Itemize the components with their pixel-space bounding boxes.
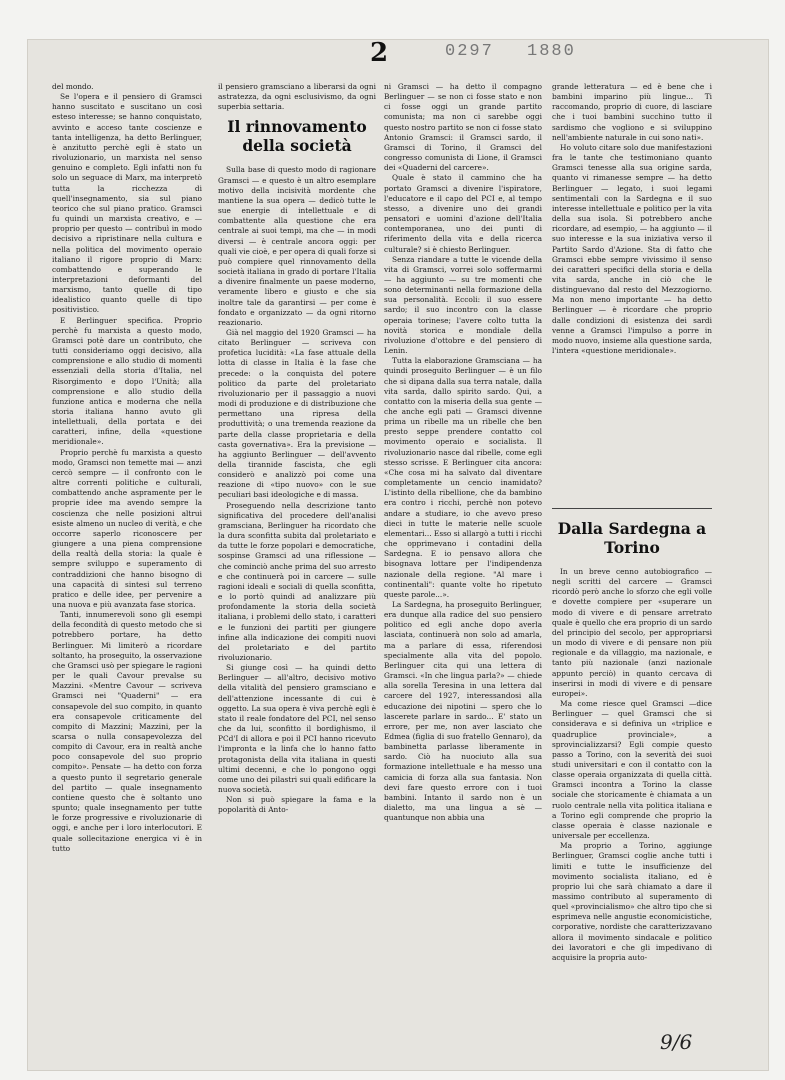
article-column-2 bbox=[218, 82, 376, 982]
paragraph: Se l'opera e il pensiero di Gramsci hanno suscitato e suscitano un così esteso interesse; se hanno conquistato, avvinto e acceso tante coscienze e tanta intelligenza, ha detto Berlinguer, è anzitutto perchè egli è stato un rivoluzionario, un marxista nel senso genuino e completo. Egli infatti non fu solo un seguace di Marx, ma interpretò tutta la ricchezza di quell'insegnamento, sia sul piano teorico che sul piano pratico. Gramsci fu quindi un marxista creativo, e — proprio per questo — contribuì in modo decisivo a ripristinare nella cultura e nella politica del movimento operaio italiano il rigore proprio di Marx: combattendo e superando le interpretazioni deformanti del marxismo, tanto quelle di tipo idealistico quanto quelle di tipo positivistico. bbox=[52, 92, 202, 315]
paragraph: Già nel maggio del 1920 Gramsci — ha citato Berlinguer — scriveva con profetica lucidità: «La fase attuale della lotta di classe in Italia è la fase che precede: o la conquista del potere politico da parte del proletariato rivoluzionario per il passaggio a nuovi modi di produzione e di distribuzione che permettano una ripresa della produttività; o una tremenda reazione da parte della classe proprietaria e della casta governativa». Era la previsione — ha aggiunto Berlinguer — dell'avvento della tirannide fascista, che egli considerò e analizzò poi come una reazione di «tipo nuovo» con le sue peculiari basi ideologiche e di massa. bbox=[218, 327, 376, 500]
paragraph: Tutta la elaborazione Gramsciana — ha quindi proseguito Berlinguer — è un filo che si dipana dalla sua terra natale, dalla vita sarda, dallo spirito sardo. Qui, a contatto con la miseria della sua gente — che anche egli pati — Gramsci divenne prima un ribelle ma un ribelle che ben presto seppe prendere contatto col movimento operaio e socialista. Il rivoluzionario nasce dal ribelle, come egli stesso scrisse. E Berlinguer cita ancora: «Che cosa mi ha salvato dal diventare completamente un cencio inamidato? L'istinto della ribellione, che da bambino era contro i ricchi, perchè non potevo andare a studiare, io che avevo preso dieci in tutte le materie nelle scuole elementari... Esso si allargò a tutti i ricchi che opprimevano i contadini della Sardegna. E io pensavo allora che bisognava lottare per l'indipendenza nazionale della regione. "Al mare i continentali": quante volte ho ripetuto queste parole...». bbox=[384, 356, 542, 599]
paragraph: Ma come riesce quel Gramsci —dice Berlinguer — quel Gramsci che si considerava e si definiva un «triplice e quadruplice provinciale», a sprovincializzarsi? Egli compie questo passo a Torino, con la severità dei suoi studi universitari e con il contatto con la classe operaia organizzata di quella città. Gramsci incontra a Torino la classe sociale che storicamente è chiamata a un ruolo centrale nella vita politica italiana e a Torino egli comprende che proprio la classe operaia è classe nazionale e universale per eccellenza. bbox=[552, 699, 712, 841]
paragraph: il pensiero gramsciano a liberarsi da ogni astratezza, da ogni esclusivismo, da ogni superbia settaria. bbox=[218, 82, 376, 112]
paragraph: Proseguendo nella descrizione tanto significativa del procedere dell'analisi gramsciana, Berlinguer ha ricordato che la dura sconfitta subita dal proletariato e da tutte le forze popolari e democratiche, sospinse Gramsci ad una riflessione — che cominciò anche prima del suo arresto e che continuerà poi in carcere — sulle ragioni ideali e sociali di quella sconfitta, e lo portò quindi ad analizzare più profondamente la storia della società italiana, i problemi dello stato, i caratteri e le funzioni dei partiti per giungere infine alla indicazione dei compiti nuovi del proletariato e del partito rivoluzionario. bbox=[218, 500, 376, 662]
paragraph: grande letteratura — ed è bene che i bambini imparino più lingue... Ti raccomando, proprio di cuore, di lasciare che i tuoi bambini succhino tutto il sardismo che vogliono e si sviluppino nell'ambiente naturale in cui sono nati». bbox=[552, 82, 712, 142]
paragraph: ni Gramsci — ha detto il compagno Berlinguer — se non ci fosse stato e non ci fosse oggi un grande partito comunista; ma non ci sarebbe oggi questo nostro partito se non ci fosse stato Antonio Gramsci: il Gramsci sardo, il Gramsci di Torino, il Gramsci del congresso comunista di Lione, il Gramsci dei «Quaderni del carcere». bbox=[384, 82, 542, 173]
paragraph: Ma proprio a Torino, aggiunge Berlinguer, Gramsci coglie anche tutti i limiti e tutte le insufficienze del movimento socialista italiano, ed è proprio lui che sarà chiamato a dare il massimo contributo al superamento di quel «provincialismo» che altro tipo che si esprimeva nelle angustie economicistiche, corporative, nordiste che caratterizzavano allora il movimento sindacale e politico dei lavoratori e che gli impedivano di acquisire la propria auto- bbox=[552, 841, 712, 962]
handwritten-initials: 9/6 bbox=[660, 1030, 693, 1054]
article-column-1 bbox=[52, 82, 202, 1042]
article-column-4 bbox=[552, 82, 712, 1042]
paragraph: Senza riandare a tutte le vicende della vita di Gramsci, vorrei solo soffermarmi — ha aggiunto — su tre momenti che sono determinanti nella formazione della sua personalità. Eccoli: il suo essere sardo; il suo incontro con la classe operaia torinese; l'avere colto tutta la novità storica e mondiale della rivoluzione d'ottobre e del pensiero di Lenin. bbox=[384, 254, 542, 356]
section-divider bbox=[552, 508, 712, 509]
paragraph: del mondo. bbox=[52, 82, 94, 91]
paragraph: La Sardegna, ha proseguito Berlinguer, era dunque alla radice del suo pensiero politico ed egli anche dopo averla lasciata, continuerà non solo ad amarla, ma a parlare di essa, riferendosi specialmente alla vita del popolo. Berlinguer cita qui una lettera di Gramsci. «In che lingua parla?» — chiede alla sorella Teresina in una lettera dal carcere del 1927, interessandosi alla educazione dei nipotini — spero che lo lascerete parlare in sardo... E' stato un errore, per me, non aver lasciato che Edmea (figlia di suo fratello Gennaro), da bambinetta parlasse liberamente in sardo. Ciò ha nuociuto alla sua formazione intellettuale e ha messo una camicia di forza alla sua fantasia. Non devi fare questo errore con i tuoi bambini. Intanto il sardo non è un dialetto, ma una lingua a sè — quantunque non abbia una bbox=[384, 599, 542, 823]
section-heading: Dalla Sardegna a Torino bbox=[557, 519, 707, 557]
paragraph: Si giunge così — ha quindi detto Berlinguer — all'altro, decisivo motivo della vitalità del pensiero gramsciano e dell'attenzione incessante di cui è oggetto. La sua opera è viva perchè egli è stato il reale fondatore del PCI, nel senso che da lui, sconfitto il bordighismo, il PCd'I di allora e poi il PCI hanno ricevuto l'impronta e la linfa che lo hanno fatto protagonista della vita italiana in questi ultimi decenni, e che lo pongono oggi come uno dei pilastri sui quali edificare la nuova società. bbox=[218, 663, 376, 794]
paragraph: Sulla base di questo modo di ragionare Gramsci — e questo è un altro esemplare motivo della incisività mordente che mantiene la sua opera — dedicò tutte le sue energie di intellettuale e di combattente alla questione che era centrale ai suoi tempi, ma che — in modi diversi — è centrale ancora oggi: per quali vie cioè, e per opera di quali forze si può compiere quel rinnovamento della società italiana in grado di portare l'Italia a divenire finalmente un paese moderno, veramente libero e giusto e che sia inoltre tale da garantirsi — per come è fondato e organizzato — da ogni ritorno reazionario. bbox=[218, 165, 376, 327]
archive-stamp-number: 0297 bbox=[445, 42, 494, 61]
paragraph: Tanti, innumerevoli sono gli esempi della fecondità di questo metodo che si potrebbero portare, ha detto Berlinguer. Mi limiterò a ricordare soltanto, ha proseguito, la osservazione che Gramsci usò per spiegare le ragioni per le quali Cavour prevalse su Mazzini. «Mentre Cavour — scriveva Gramsci nei "Quaderni" — era consapevole del suo compito, in quanto era consapevole criticamente del compito di Mazzini; Mazzini, per la scarsa o nulla consapevolezza del compito di Cavour, era in realtà anche poco consapevole del suo proprio compito». Pensate — ha detto con forza a questo punto il segretario generale del partito — quale insegnamento contiene questo che è soltanto uno spunto; quale insegnamento per tutte le forze progressive e rivoluzionarie di oggi, e anche per i loro interlocutori. E quale sollecitazione energica vi è in tutto bbox=[52, 610, 202, 853]
handwritten-page-number: 2 bbox=[370, 38, 389, 68]
section-box bbox=[552, 500, 712, 963]
paragraph: Quale è stato il cammino che ha portato Gramsci a divenire l'ispiratore, l'educatore e il capo del PCI e, al tempo stesso, a divenire uno dei grandi pensatori e uomini d'azione dell'Italia contemporanea, uno dei punti di riferimento della vita e della ricerca culturale? si è chiesto Berlinguer. bbox=[384, 173, 542, 254]
article-column-3 bbox=[384, 82, 542, 1047]
section-heading: Il rinnovamento della società bbox=[227, 117, 367, 156]
paragraph: Ho voluto citare solo due manifestazioni fra le tante che testimoniano quanto Gramsci tenesse alla sua origine sarda, quanto vi rimanesse sempre — ha detto Berlinguer — legato, i suoi legami sentimentali con la Sardegna e il suo interesse intellettuale e politico per la vita della sua isola. Si potrebbero anche ricordare, ad esempio, — ha aggiunto — il suo interesse e la sua iniziativa verso il Partito Sardo d'Azione. Sta di fatto che Gramsci ebbe sempre vivissimo il senso dei caratteri specifici della storia e della vita sarda, anche in ciò che le distinguevano dal resto del Mezzogiorno. Ma non meno importante — ha detto Berlinguer — è ricordare che proprio dalle condizioni di esistenza dei sardi venne a Gramsci l'impulso a porre in modo nuovo, insieme alla questione sarda, l'intera «questione meridionale». bbox=[552, 142, 712, 356]
paragraph: E Berlinguer specifica. Proprio perchè fu marxista a questo modo, Gramsci potè dare un contributo, che tutti consideriamo oggi decisivo, alla comprensione e allo studio di momenti essenziali della storia d'Italia, nel Risorgimento e dopo l'Unità; alla comprensione e allo studio della funzione antica e moderna che nella storia italiana hanno avuto gli intellettuali, della portata e dei caratteri, infine, della «questione meridionale». bbox=[52, 315, 202, 447]
archive-stamp-year: 1880 bbox=[527, 42, 576, 61]
paragraph: Proprio perchè fu marxista a questo modo, Gramsci non temette mai — anzi cercò sempre — il confronto con le altre correnti politiche e culturali, combattendo anche aspramente per le proprie idee ma avendo sempre la coscienza che nelle posizioni altrui esiste almeno un nucleo di verità, e che occorre saperlo riconoscere per giungere a una piena comprensione della realtà della storia: la quale è sempre sviluppo e superamento di contraddizioni che hanno bisogno di una capacità di sintesi sul terreno pratico e delle idee, per pervenire a una nuova e più avanzata fase storica. bbox=[52, 447, 202, 609]
paragraph: Non si può spiegare la fama e la popolarità di Anto- bbox=[218, 795, 376, 815]
paragraph: In un breve cenno autobiografico — negli scritti del carcere — Gramsci ricordò però anche lo sforzo che egli volle e dovette compiere per «superare un modo di vivere e di pensare arretrato quale è quello che era proprio di un sardo del principio del secolo, per appropriarsi un modo di vivere e di pensare non più regionale e da villaggio, ma nazionale, e tanto più nazionale (anzi nazionale appunto perciò) in quanto cercava di inserirsi in modi di vivere e di pensare europei». bbox=[552, 567, 712, 698]
